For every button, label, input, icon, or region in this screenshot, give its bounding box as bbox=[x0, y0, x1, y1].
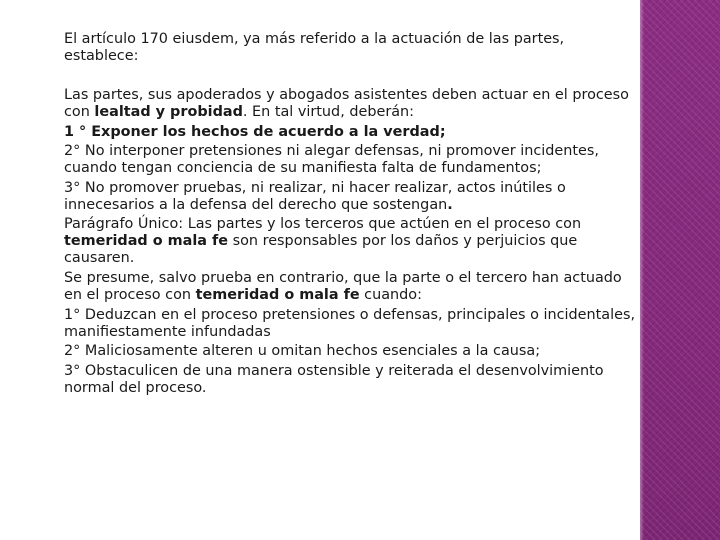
paragrafo-bold: temeridad o mala fe bbox=[64, 233, 229, 250]
duty-item-1 bbox=[64, 124, 636, 141]
decorative-side-stripe bbox=[640, 0, 720, 540]
presume-bold: temeridad o mala fe bbox=[195, 286, 360, 303]
condition-item-3: 3° Obstaculicen de una manera ostensible y reiterada el desenvolvimiento normal del proceso. bbox=[64, 362, 604, 396]
condition-item-2: 2° Maliciosamente alteren u omitan hechos esenciales a la causa; bbox=[64, 343, 541, 360]
duty-item-2: 2° No interponer pretensiones ni alegar defensas, ni promover incidentes, cuando tengan conciencia de su manifiesta falta de fundamentos; bbox=[64, 143, 599, 177]
paragrafo-text: Las partes y los terceros que actúen en el proceso con bbox=[183, 216, 582, 233]
duties-text: Las partes, sus apoderados y abogados asistentes deben actuar en el proceso con bbox=[64, 87, 629, 120]
paragrafo-tail: son responsables por los daños y perjuicios que causaren. bbox=[64, 233, 578, 267]
presume-text: Se presume, salvo prueba en contrario, que la parte o el tercero han actuado en el proceso con bbox=[64, 269, 622, 303]
duties-tail: . En tal virtud, deberán: bbox=[242, 104, 415, 120]
stripe-highlight-edge bbox=[640, 0, 644, 540]
condition-item-1: 1° Deduzcan en el proceso pretensiones o defensas, principales o incidentales, manifiestamente infundadas bbox=[64, 306, 636, 340]
slide-text-content bbox=[64, 31, 636, 399]
intro-paragraph: El artículo 170 eiusdem, ya más referido a la actuación de las partes, establece: bbox=[64, 31, 565, 64]
paragraph-gap bbox=[64, 65, 636, 87]
duties-paragraph bbox=[64, 87, 636, 121]
paragrafo-unico bbox=[64, 216, 636, 267]
paragrafo-label: Parágrafo Único: bbox=[64, 216, 184, 233]
duty-item-3-tail: . bbox=[447, 196, 453, 213]
article-text bbox=[64, 87, 636, 397]
duty-item-3-text: 3° No promover pruebas, ni realizar, ni hacer realizar, actos inútiles o innecesarios a la defensa del derecho que sostengan bbox=[64, 179, 566, 213]
duties-bold: lealtad y probidad bbox=[94, 104, 243, 120]
duty-item-1-text: 1 ° Exponer los hechos de acuerdo a la verdad; bbox=[64, 123, 446, 140]
duty-item-3 bbox=[64, 180, 636, 214]
presumption-paragraph bbox=[64, 270, 636, 304]
presume-tail: cuando: bbox=[359, 286, 422, 303]
